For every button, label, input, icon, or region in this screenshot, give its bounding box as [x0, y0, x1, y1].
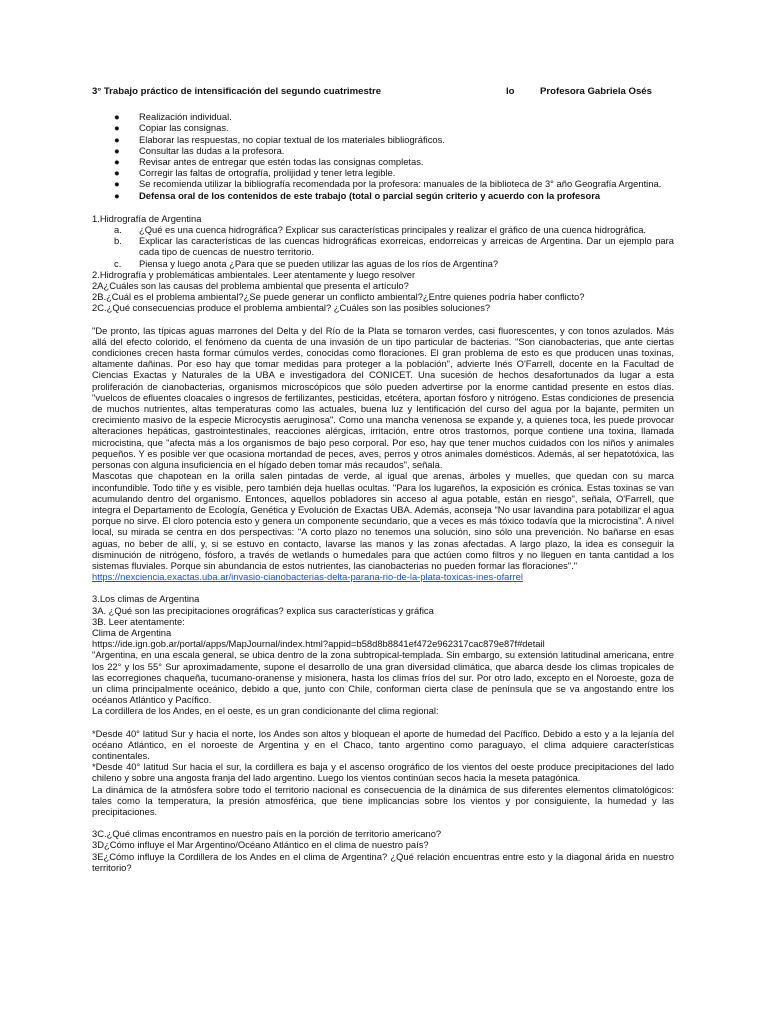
- list-item: ● Se recomienda utilizar la bibliografía recomendada por la profesora: manuales de la biblioteca de 3° año Geografía Argentina.: [92, 178, 674, 189]
- list-item: ● Copiar las consignas.: [92, 122, 674, 133]
- list-item: ● Realización individual.: [92, 111, 674, 122]
- list-item: ● Revisar antes de entregar que estén todas las consignas completas.: [92, 156, 674, 167]
- question-3d: 3D¿Cómo influye el Mar Argentino/Océano Atlántico en el clima de nuestro país?: [92, 839, 429, 851]
- list-item: c. Piensa y luego anota ¿Para que se pueden utilizar las aguas de los ríos de Argentina?: [92, 258, 674, 269]
- question-2a: 2A¿Cuáles son las causas del problema ambiental que presenta el artículo?: [92, 280, 409, 292]
- question-3e: 3E¿Cómo influye la Cordillera de los Andes en el clima de Argentina? ¿Qué relación encuentras entre esto y la diagonal árida en nuestro territorio?: [92, 850, 674, 873]
- question-3b: 3B. Leer atentamente:: [92, 615, 185, 627]
- reading-paragraph: La dinámica de la atmósfera sobre todo el territorio nacional es consecuencia de la dinámica de sus diferentes elementos climatológicos: tales como la temperatura, la presión atmosférica, que tiene implicancias sobre los vientos y por consiguiente, la humedad y las precipitaciones.: [92, 783, 674, 817]
- document-page: [92, 86, 674, 873]
- bullet-icon: ●: [114, 178, 120, 190]
- bullet-icon: ●: [114, 144, 120, 156]
- section-2-title: 2.Hidrografía y problemáticas ambientales. Leer atentamente y luego resolver: [92, 268, 416, 280]
- list-item: ● Defensa oral de los contenidos de este trabajo (total o parcial según criterio y acuerdo con la profesora: [92, 190, 674, 201]
- bullet-icon: ●: [114, 122, 120, 134]
- bullet-icon: ●: [114, 156, 120, 168]
- reading-paragraph: *Desde 40° latitud Sur y hacia el norte, los Andes son altos y bloquean el aporte de humedad del Pacífico. Debido a esto y a la lejanía del océano Atlántico, en el noroeste de Argentina y en el Chaco, tanto argentino como paraguayo, el clima adquiere características continentales.: [92, 727, 674, 761]
- item-marker: c.: [114, 257, 122, 269]
- reading-paragraph: La cordillera de los Andes, en el oeste, es un gran condicionante del clima regional:: [92, 705, 439, 717]
- item-marker: a.: [114, 224, 122, 236]
- header-lo: lo: [506, 86, 515, 97]
- article-link[interactable]: https://nexciencia.exactas.uba.ar/invasio-cianobacterias-delta-parana-rio-de-la-plata-toxicas-ines-ofarrel: [92, 571, 523, 583]
- question-2c: 2C.¿Qué consecuencias produce el problema ambiental? ¿Cuáles son las posibles soluciones?: [92, 302, 491, 314]
- document-title: 3° Trabajo práctico de intensificación del segundo cuatrimestre: [92, 86, 382, 97]
- question-3a: 3A. ¿Qué son las precipitaciones orográficas? explica sus características y gráfica: [92, 604, 434, 616]
- section-1-list: [92, 224, 674, 269]
- bullet-icon: ●: [114, 133, 120, 145]
- document-header: [92, 86, 674, 97]
- reading-url: https://ide.ign.gob.ar/portal/apps/MapJournal/index.html?appid=b58d8b8841ef472e962317cac879e87f#detail: [92, 638, 545, 650]
- bullet-icon: ●: [114, 111, 120, 123]
- teacher-name: Profesora Gabriela Osés: [540, 86, 652, 97]
- section-1-title: 1.Hidrografía de Argentina: [92, 212, 202, 224]
- bullet-icon: ●: [114, 167, 120, 179]
- article-paragraph: "De pronto, las típicas aguas marrones del Delta y del Río de la Plata se tornaron verdes, casi fluorescentes, y con tonos azulados. Más allá del efecto colorido, el fenómeno da cuenta de una invasión de un tipo particular de bacterias. "Son cianobacterias, que ante ciertas condiciones crecen hasta formar cúmulos verdes, conocidas como floraciones. El gran problema de esto es que producen unas toxinas, altamente dañinas. Por eso hay que tomar medidas para proteger a la población", advierte Inés O'Farrell, docente en la Facultad de Ciencias Exactas y Naturales de la UBA e investigadora del CONICET. Una sucesión de hechos desafortunados da lugar a esta proliferación de cianobacterias, organismos microscópicos que sólo pueden advertirse por la enorme cantidad presente en estos días. "vuelcos de efluentes cloacales o ingresos de fertilizantes, pesticidas, etcétera, aportan fósforo y nitrógeno. Estas condiciones de presencia de muchos nutrientes, altas temperaturas como las actuales, buena luz y lentificación del curso del agua por la bajante, permiten un crecimiento masivo de la especie Microcystis aeruginosa". Como una mancha venenosa se expande y, a quienes toca, les puede provocar alteraciones hepáticas, gastrointestinales, reacciones alérgicas, irritación, entre otros trastornos, porque contiene una toxina, llamada microcistina, que "afecta más a los organismos de bajo peso corporal. Por eso, hay que tener muchos cuidados con los niños y animales pequeños. Y es posible ver que ocasiona mortandad de peces, aves, perros y otros animales domésticos. Además, al ser hepatotóxica, las personas con alguna insuficiencia en el hígado deben tomar más recaudos", señala.: [92, 324, 674, 471]
- bullet-icon: ●: [114, 189, 120, 201]
- rules-list: [92, 111, 674, 201]
- question-3c: 3C.¿Qué climas encontramos en nuestro país en la porción de territorio americano?: [92, 828, 442, 840]
- list-item: ● Elaborar las respuestas, no copiar textual de los materiales bibliográficos.: [92, 134, 674, 145]
- list-item: ● Consultar las dudas a la profesora.: [92, 145, 674, 156]
- list-item: b. Explicar las características de las cuencas hidrográficas exorreicas, endorreicas y arreicas de Argentina. Dar un ejemplo para cada tipo de cuencas de nuestro territorio.: [92, 235, 674, 257]
- list-item: ● Corregir las faltas de ortografía, prolijidad y tener letra legible.: [92, 167, 674, 178]
- reading-paragraph: "Argentina, en una escala general, se ubica dentro de la zona subtropical-templada. Sin embargo, su extensión latitudinal americana, entre los 22° y los 55° Sur aproximadamente, supone el desarrollo de una gran diversidad climática, que abarca desde los climas tropicales de las ecorregiones chaqueña, tucumano-oranense y misionera, hasta los climas fríos del sur. Por otro lado, excepto en el Noroeste, goza de un clima principalmente oceánico, debido a que, junto con Chile, conforman cierta clase de península que se va angostando entre los océanos Atlántico y Pacífico.: [92, 649, 674, 706]
- reading-title: Clima de Argentina: [92, 626, 172, 638]
- section-3-title: 3.Los climas de Argentina: [92, 593, 200, 605]
- question-2b: 2B.¿Cuál es el problema ambiental?¿Se puede generar un conflicto ambiental?¿Entre quienes podría haber conflicto?: [92, 291, 585, 303]
- list-item: a. ¿Qué es una cuenca hidrográfica? Explicar sus características principales y realizar el gráfico de una cuenca hidrográfica.: [92, 224, 674, 235]
- item-marker: b.: [114, 235, 122, 247]
- article-paragraph: Mascotas que chapotean en la orilla salen pintadas de verde, al igual que arenas, árboles y muelles, que quedan con su marca inconfundible. Todo tiñe y es visible, pero también deja huellas ocultas. "Para los lugareños, la exposición es crónica. Estas toxinas se van acumulando dentro del organismo. Entonces, aquellos pobladores sin acceso al agua potable, están en riesgo", señala, O'Farrell, que integra el Departamento de Ecología, Genética y Evolución de Exactas UBA. Además, aconseja "No usar lavandina para potabilizar el agua porque no sirve. El cloro potencia esto y genera un componente secundario, que a veces es más tóxico todavía que la microcistina". A nivel local, su mirada se centra en dos perspectivas: "A corto plazo no tenemos una solución, sino sólo una prevención. No bañarse en esas aguas, no beber de allí, y, si se estuvo en contacto, lavarse las manos y las zonas afectadas. A largo plazo, la idea es conseguir la disminución de nitrógeno, fósforo, a través de wetlands o humedales para que actúen como filtros y no lleguen en tanta cantidad a los sistemas fluviales. Porque sin abundancia de estos nutrientes, las cianobacterias no pueden formar las floraciones".": [92, 470, 674, 571]
- reading-paragraph: *Desde 40° latitud Sur hacia el sur, la cordillera es baja y el ascenso orográfico de los vientos del oeste produce precipitaciones del lado chileno y sobre una angosta franja del lado argentino. Luego los vientos continúan secos hacia la meseta patagónica.: [92, 761, 674, 784]
